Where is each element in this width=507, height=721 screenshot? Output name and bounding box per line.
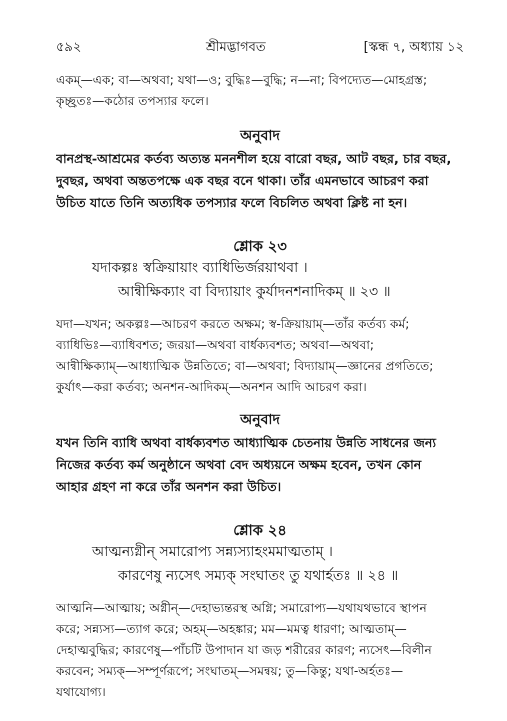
- synonym-line: করে; সন্ন্যস্য—ত্যাগ করে; অহম্—অহঙ্কার; মম—মমত্ব ধারণা; আত্মতাম্—: [56, 622, 407, 636]
- verse-text: [56, 256, 464, 304]
- translation-paragraph: [56, 432, 464, 498]
- synonym-line: যথাযোগ্য।: [56, 685, 106, 699]
- translation-line: যখন তিনি ব্যাধি অথবা বার্ধক্যবশত আধ্যাত্মিক চেতনায় উন্নতি সাধনের জন্য: [56, 435, 437, 450]
- translation-paragraph: [56, 148, 464, 214]
- book-title: শ্রীমদ্ভাগবত: [206, 40, 266, 55]
- top-synonyms: [56, 70, 464, 112]
- translation-line: দুবছর, অথবা অন্ততপক্ষে এক বছর বনে থাকা। তাঁর এমনভাবে আচরণ করা: [56, 173, 429, 188]
- translation-line: নিজের কর্তব্য কর্ম অনুষ্ঠানে অথবা বেদ অধ্যয়নে অক্ষম হবেন, তখন কোন: [56, 457, 422, 472]
- synonym-line: আত্মনি—আত্মায়; অগ্নীন্—দেহাভ্যন্তরস্থ অগ্নি; সমারোপ্য—যথাযথভাবে স্থাপন: [56, 601, 427, 615]
- verse-title: শ্লোক ২৩: [233, 239, 287, 255]
- synonym-line: কৃচ্ছ্রতঃ—কঠোর তপস্যার ফলে।: [56, 94, 209, 108]
- translation-heading: অনুবাদ: [240, 412, 280, 428]
- verse-line: যদাকল্পঃ স্বক্রিয়ায়াং ব্যাধিভির্জরয়াথবা ।: [92, 260, 308, 276]
- verse-text: [56, 540, 464, 588]
- synonym-line: ব্যাধিভিঃ—ব্যাধিবশত; জরয়া—অথবা বার্ধক্যবশত; অথবা—অথবা;: [56, 338, 375, 352]
- verse-title: শ্লোক ২৪: [233, 523, 287, 539]
- translation-line: বানপ্রস্থ-আশ্রমের কর্তব্য অত্যন্ত মননশীল হয়ে বারো বছর, আট বছর, চার বছর,: [56, 151, 452, 166]
- page-header: [56, 38, 464, 60]
- verse-line: আন্বীক্ষিক্যাং বা বিদ্যায়াং কুর্যাদনশনাদিকম্ ॥ ২৩ ॥: [118, 284, 391, 300]
- synonym-line: দেহাত্মবুদ্ধির; কারণেষু—পাঁচটি উপাদান যা জড় শরীরের কারণ; ন্যসেৎ—বিলীন: [56, 643, 432, 657]
- translation-line: উচিত যাতে তিনি অত্যধিক তপস্যার ফলে বিচলিত অথবা ক্লিষ্ট না হন।: [56, 195, 408, 210]
- page-number: ৫৯২: [56, 40, 82, 55]
- synonym-line: একম্—এক; বা—অথবা; যথা—ও; বুদ্ধিঃ—বুদ্ধি; ন—না; বিপদ্যেত—মোহগ্রস্ত;: [56, 73, 428, 87]
- synonym-line: যদা—যখন; অকল্পঃ—আচরণ করতে অক্ষম; স্ব-ক্রিয়ায়াম্—তাঁর কর্তব্য কর্ম;: [56, 317, 410, 331]
- word-for-word-synonyms: [56, 598, 464, 703]
- synonym-line: আন্বীক্ষিক্যাম্—আধ্যাত্মিক উন্নতিতে; বা—অথবা; বিদ্যায়াম্—জ্ঞানের প্রগতিতে;: [56, 359, 434, 373]
- translation-line: আহার গ্রহণ না করে তাঁর অনশন করা উচিত।: [56, 479, 282, 494]
- canto-chapter-label: [স্কন্ধ ৭, অধ্যায় ১২: [363, 40, 464, 55]
- verse-line: কারণেষু ন্যসেৎ সম্যক্ সংঘাতং তু যথার্হতঃ ॥ ২৪ ॥: [118, 568, 399, 584]
- verse-line: আত্মন্যগ্নীন্ সমারোপ্য সন্ন্যস্যাহংমমাত্মতাম্ ।: [92, 544, 333, 560]
- synonym-line: করবেন; সম্যক্—সম্পূর্ণরূপে; সংঘাতম্—সমন্বয়; তু—কিন্তু; যথা-অর্হতঃ—: [56, 664, 404, 678]
- word-for-word-synonyms: [56, 314, 464, 398]
- synonym-line: কুর্যাৎ—করা কর্তব্য; অনশন-আদিকম্—অনশন আদি আচরণ করা।: [56, 380, 367, 394]
- translation-heading: অনুবাদ: [240, 128, 280, 144]
